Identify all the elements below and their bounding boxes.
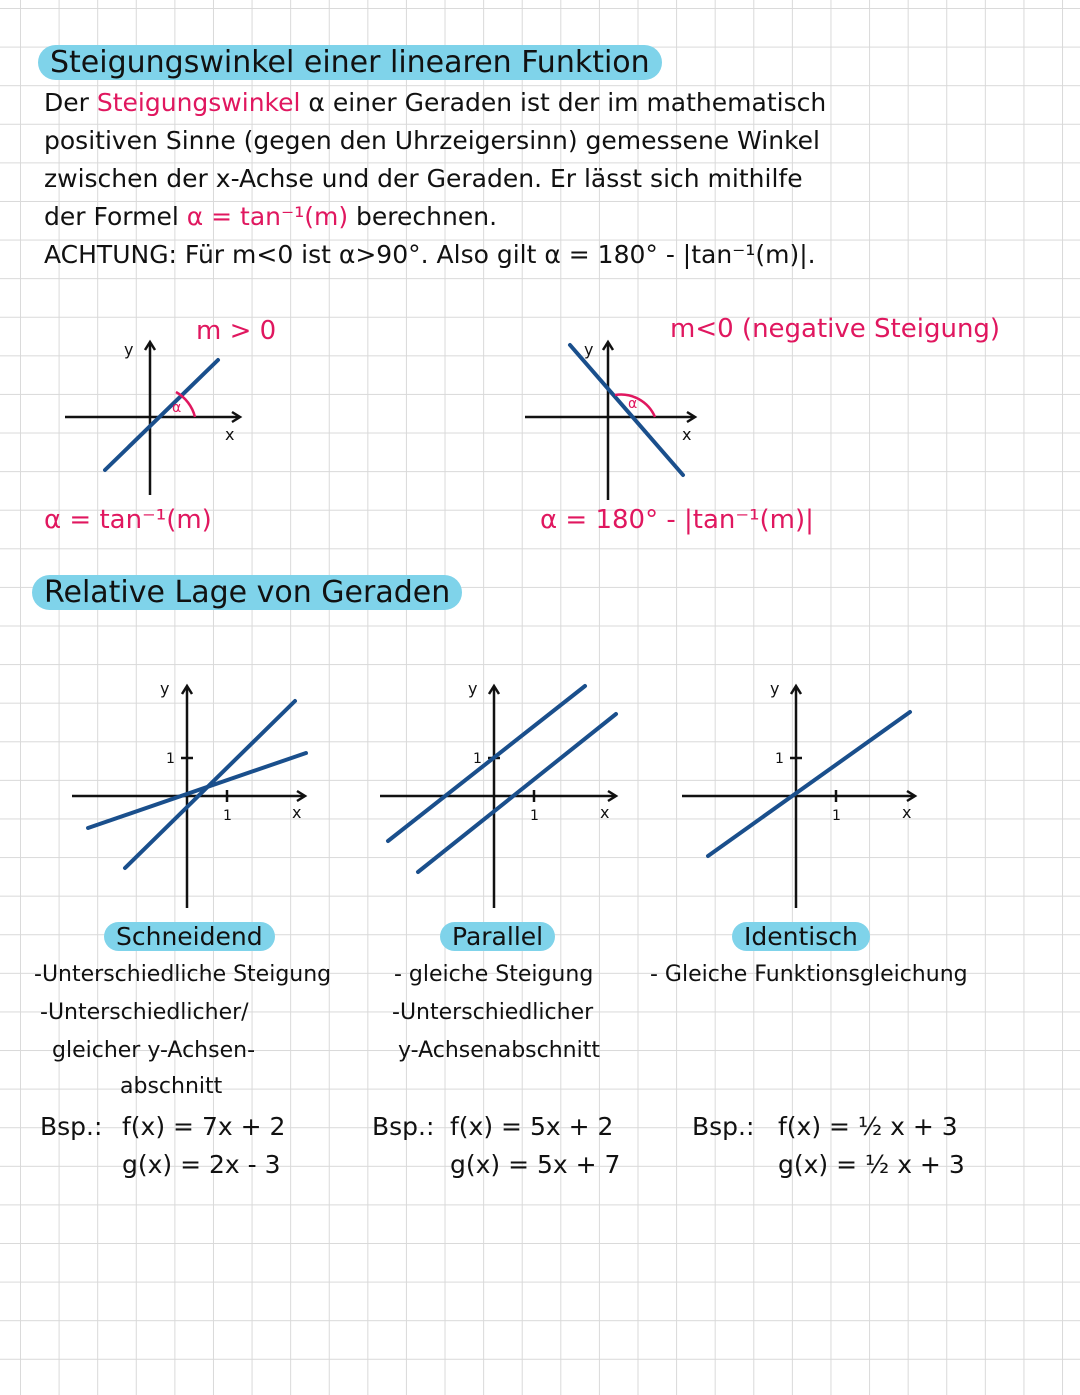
x-tick-label: 1 [223,808,232,824]
section1-title-text: Steigungswinkel einer linearen Funktion [38,45,662,80]
graph-positive-slope [60,330,260,500]
y-axis-label: y [584,340,594,359]
example-g-parallel: g(x) = 5x + 7 [450,1150,621,1179]
line-positive [105,360,218,470]
x-axis-label: x [600,803,610,822]
heading-parallel-text: Parallel [440,922,555,951]
note-schneidend-4: abschnitt [120,1074,223,1099]
x-tick-label: 1 [832,808,841,824]
example-f-identisch: f(x) = ½ x + 3 [778,1112,958,1141]
y-axis-label: y [124,340,134,359]
angle-label: α [172,400,182,416]
x-axis-label: x [682,425,692,444]
heading-schneidend-text: Schneidend [104,922,275,951]
heading-identisch-text: Identisch [732,922,870,951]
line1-post: α einer Geraden ist der im mathematisch [300,88,827,117]
example-g-identisch: g(x) = ½ x + 3 [778,1150,965,1179]
line1-pre: Der [44,88,97,117]
term-steigungswinkel: Steigungswinkel [96,88,301,117]
x-axis-label: x [292,803,302,822]
y-tick-label: 1 [775,751,784,767]
graph-parallel [378,676,628,911]
section2-title [32,576,462,610]
note-parallel-1: - gleiche Steigung [394,962,594,987]
condition-negative: m<0 (negative Steigung) [670,314,1001,344]
line-fg [708,712,910,856]
note-schneidend-1: -Unterschiedliche Steigung [34,962,332,987]
graph-identisch [680,676,925,911]
note-schneidend-3: gleicher y-Achsen- [52,1038,256,1063]
angle-label: α [628,396,638,412]
example-f-parallel: f(x) = 5x + 2 [450,1112,614,1141]
definition-line-2: positiven Sinne (gegen den Uhrzeigersinn) gemessene Winkel [44,126,820,155]
heading-schneidend [104,918,275,956]
note-parallel-2: -Unterschiedlicher [392,1000,594,1025]
example-label-schneidend: Bsp.: [40,1112,103,1141]
x-axis-label: x [902,803,912,822]
note-parallel-3: y-Achsenabschnitt [398,1038,600,1063]
y-tick-label: 1 [473,751,482,767]
example-f-schneidend: f(x) = 7x + 2 [122,1112,286,1141]
section2-title-text: Relative Lage von Geraden [32,575,462,610]
y-axis-label: y [468,679,478,698]
note-identisch-1: - Gleiche Funktionsgleichung [650,962,968,987]
x-tick-label: 1 [530,808,539,824]
y-axis-label: y [160,679,170,698]
formula-negative: α = 180° - |tan⁻¹(m)| [540,505,814,535]
note-schneidend-2: -Unterschiedlicher/ [40,1000,249,1025]
line4-post: berechnen. [348,202,498,231]
formula-alpha: α = tan⁻¹(m) [186,202,349,231]
graph-schneidend [70,676,315,911]
line-negative [570,345,683,475]
y-tick-label: 1 [166,751,175,767]
y-axis-label: y [770,679,780,698]
definition-line-1 [44,84,826,122]
line-g [88,753,306,828]
example-label-identisch: Bsp.: [692,1112,755,1141]
graph-negative-slope [520,330,720,500]
heading-identisch [732,918,870,956]
line4-pre: der Formel [44,202,187,231]
x-axis-label: x [225,425,235,444]
example-g-schneidend: g(x) = 2x - 3 [122,1150,281,1179]
definition-line-4 [44,198,497,236]
formula-positive: α = tan⁻¹(m) [44,505,212,535]
example-label-parallel: Bsp.: [372,1112,435,1141]
warning-line: ACHTUNG: Für m<0 ist α>90°. Also gilt α = 180° - |tan⁻¹(m)|. [44,240,816,269]
heading-parallel [440,918,555,956]
section1-title [38,46,662,80]
condition-positive: m > 0 [196,316,277,346]
definition-line-3: zwischen der x-Achse und der Geraden. Er lässt sich mithilfe [44,164,803,193]
